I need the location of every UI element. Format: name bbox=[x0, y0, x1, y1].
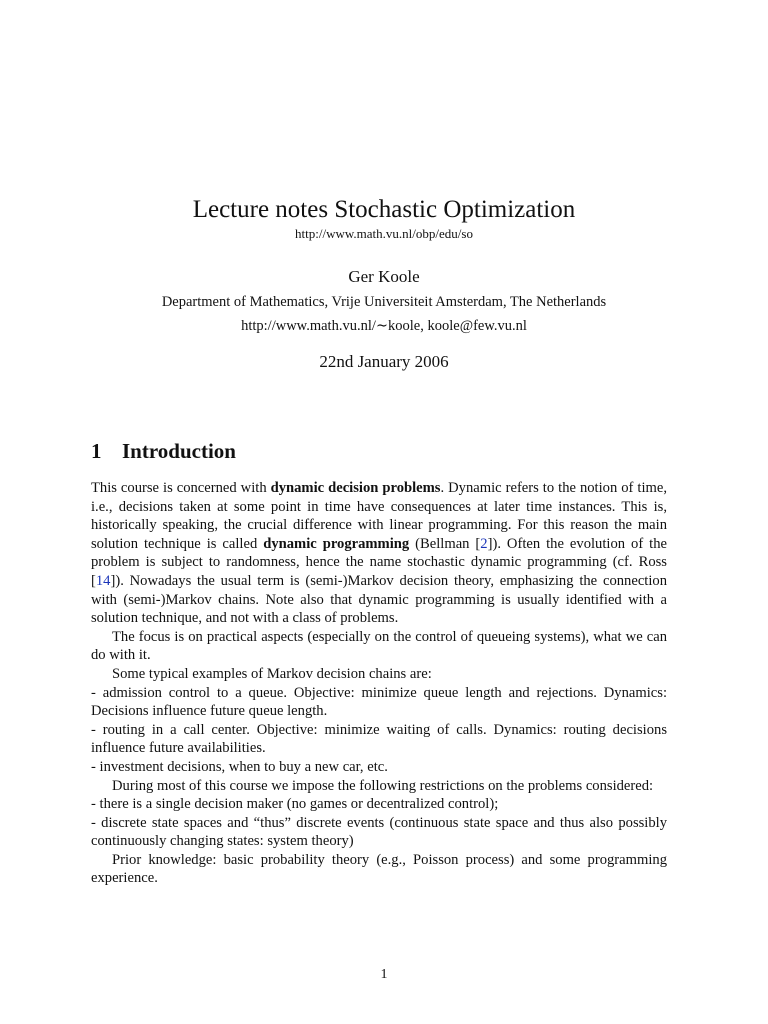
paragraph-1: This course is concerned with dynamic decision problems. Dynamic refers to the notion of time, i.e., decisions taken at some point in time have consequences at later time instances. This is, historically speaking, the crucial difference with linear programming. For this reason the main solution technique is called dynamic programming (Bellman [2]). Often the evolution of the problem is subject to randomness, hence the name stochastic dynamic programming (cf. Ross [14]). Nowadays the usual term is (semi-)Markov decision theory, emphasizing the connection with (semi-)Markov chains. Note also that dynamic programming is usually identified with a solution technique, and not with a class of problems. bbox=[91, 480, 667, 627]
author-contact[interactable]: http://www.math.vu.nl/∼koole, koole@few.vu.nl bbox=[241, 318, 527, 334]
author-name: Ger Koole bbox=[348, 267, 420, 286]
citation-link-ross[interactable]: 14 bbox=[95, 572, 111, 589]
paragraph-4: During most of this course we impose the following restrictions on the problems considered: bbox=[112, 777, 654, 794]
citation-link-bellman[interactable]: 2 bbox=[480, 535, 488, 552]
section-number: 1 bbox=[91, 439, 102, 463]
author-affiliation: Department of Mathematics, Vrije Universiteit Amsterdam, The Netherlands bbox=[161, 294, 607, 310]
restriction-item: - discrete state spaces and “thus” discrete events (continuous state space and thus also possibly continuously changing states: system theory) bbox=[91, 814, 667, 850]
course-url[interactable]: http://www.math.vu.nl/obp/edu/so bbox=[295, 226, 473, 241]
section-body bbox=[91, 479, 667, 888]
page-number: 1 bbox=[380, 967, 388, 982]
example-item: - routing in a call center. Objective: minimize waiting of calls. Dynamics: routing decisions influence future availabilities. bbox=[91, 721, 667, 757]
restriction-item: - there is a single decision maker (no games or decentralized control); bbox=[91, 796, 499, 813]
document-date: 22nd January 2006 bbox=[319, 352, 449, 371]
document-title: Lecture notes Stochastic Optimization bbox=[192, 196, 576, 223]
term-dynamic-programming: dynamic programming bbox=[263, 535, 410, 552]
example-item: - admission control to a queue. Objective: minimize queue length and rejections. Dynamics: Decisions influence future queue length. bbox=[91, 684, 667, 720]
term-dynamic-decision-problems: dynamic decision problems bbox=[270, 480, 441, 496]
section-title: Introduction bbox=[122, 439, 236, 463]
paragraph-2: The focus is on practical aspects (especially on the control of queueing systems), what we can do with it. bbox=[91, 628, 667, 664]
paragraph-5: Prior knowledge: basic probability theory (e.g., Poisson process) and some programming experience. bbox=[91, 851, 667, 887]
section-heading bbox=[91, 437, 236, 465]
paragraph-3: Some typical examples of Markov decision chains are: bbox=[112, 665, 432, 682]
example-item: - investment decisions, when to buy a new car, etc. bbox=[91, 758, 388, 775]
